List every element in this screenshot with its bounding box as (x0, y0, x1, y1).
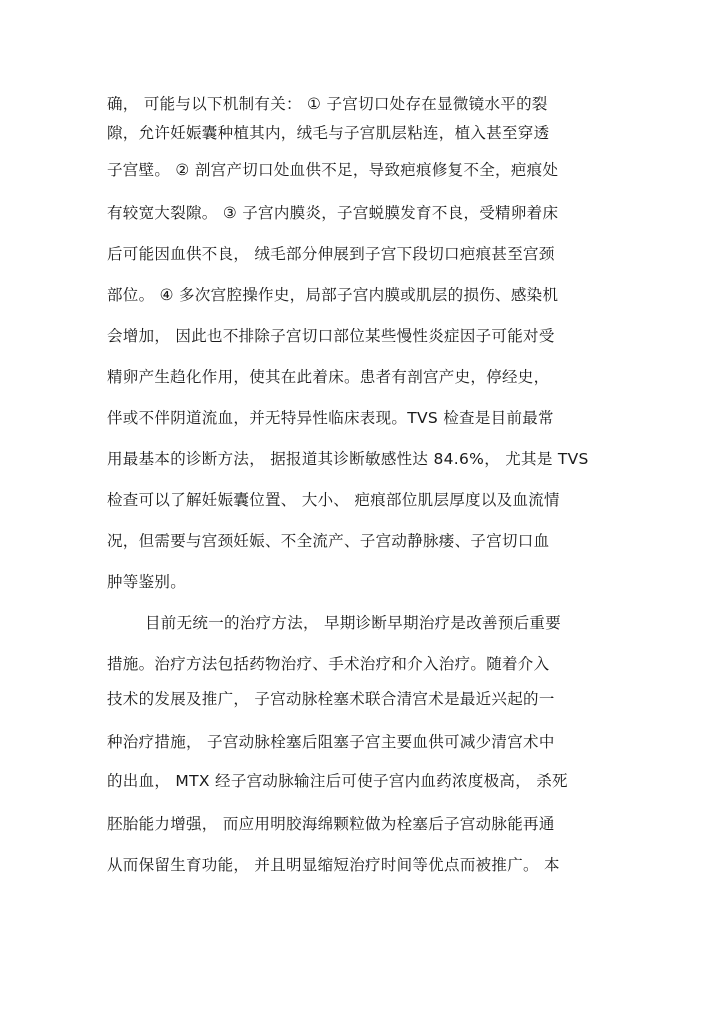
text-line: 技术的发展及推广， 子宫动脉栓塞术联合清宫术是最近兴起的一 (107, 690, 555, 708)
text-line: 检查可以了解妊娠囊位置、 大小、 疤痕部位肌层厚度以及血流情 (107, 491, 560, 509)
text-line: 部位。 ④ 多次宫腔操作史，局部子宫内膜或肌层的损伤、感染机 (107, 286, 559, 304)
text-line: 会增加， 因此也不排除子宫切口部位某些慢性炎症因子可能对受 (107, 327, 555, 345)
text-line: 子宫壁。 ② 剖宫产切口处血供不足，导致疤痕修复不全，疤痕处 (107, 161, 559, 179)
text-line: 有较宽大裂隙。 ③ 子宫内膜炎，子宫蜕膜发育不良，受精卵着床 (107, 204, 559, 222)
text-line: 胚胎能力增强， 而应用明胶海绵颗粒做为栓塞后子宫动脉能再通 (107, 815, 555, 833)
text-line: 目前无统一的治疗方法， 早期诊断早期治疗是改善预后重要 (145, 614, 562, 632)
text-line: 况，但需要与宫颈妊娠、不全流产、子宫动静脉瘘、子宫切口血 (107, 532, 550, 550)
text-line: 隙，允许妊娠囊种植其内，绒毛与子宫肌层粘连，植入甚至穿透 (107, 124, 550, 142)
text-line: 用最基本的诊断方法， 据报道其诊断敏感性达 84.6%， 尤其是 TVS (107, 450, 589, 468)
text-line: 的出血， MTX 经子宫动脉输注后可使子宫内血药浓度极高， 杀死 (107, 772, 568, 790)
text-line: 肿等鉴别。 (107, 573, 187, 591)
text-line: 伴或不伴阴道流血，并无特异性临床表现。TVS 检查是目前最常 (107, 409, 554, 427)
text-line: 后可能因血供不良， 绒毛部分伸展到子宫下段切口疤痕甚至宫颈 (107, 245, 555, 263)
text-line: 措施。治疗方法包括药物治疗、手术治疗和介入治疗。随着介入 (107, 655, 550, 673)
text-line: 从而保留生育功能， 并且明显缩短治疗时间等优点而被推广。 本 (107, 856, 560, 874)
text-line: 确， 可能与以下机制有关： ① 子宫切口处存在显微镜水平的裂 (107, 95, 548, 113)
text-line: 精卵产生趋化作用，使其在此着床。患者有剖宫产史，停经史， (107, 368, 550, 386)
text-line: 种治疗措施， 子宫动脉栓塞后阻塞子宫主要血供可减少清宫术中 (107, 733, 555, 751)
